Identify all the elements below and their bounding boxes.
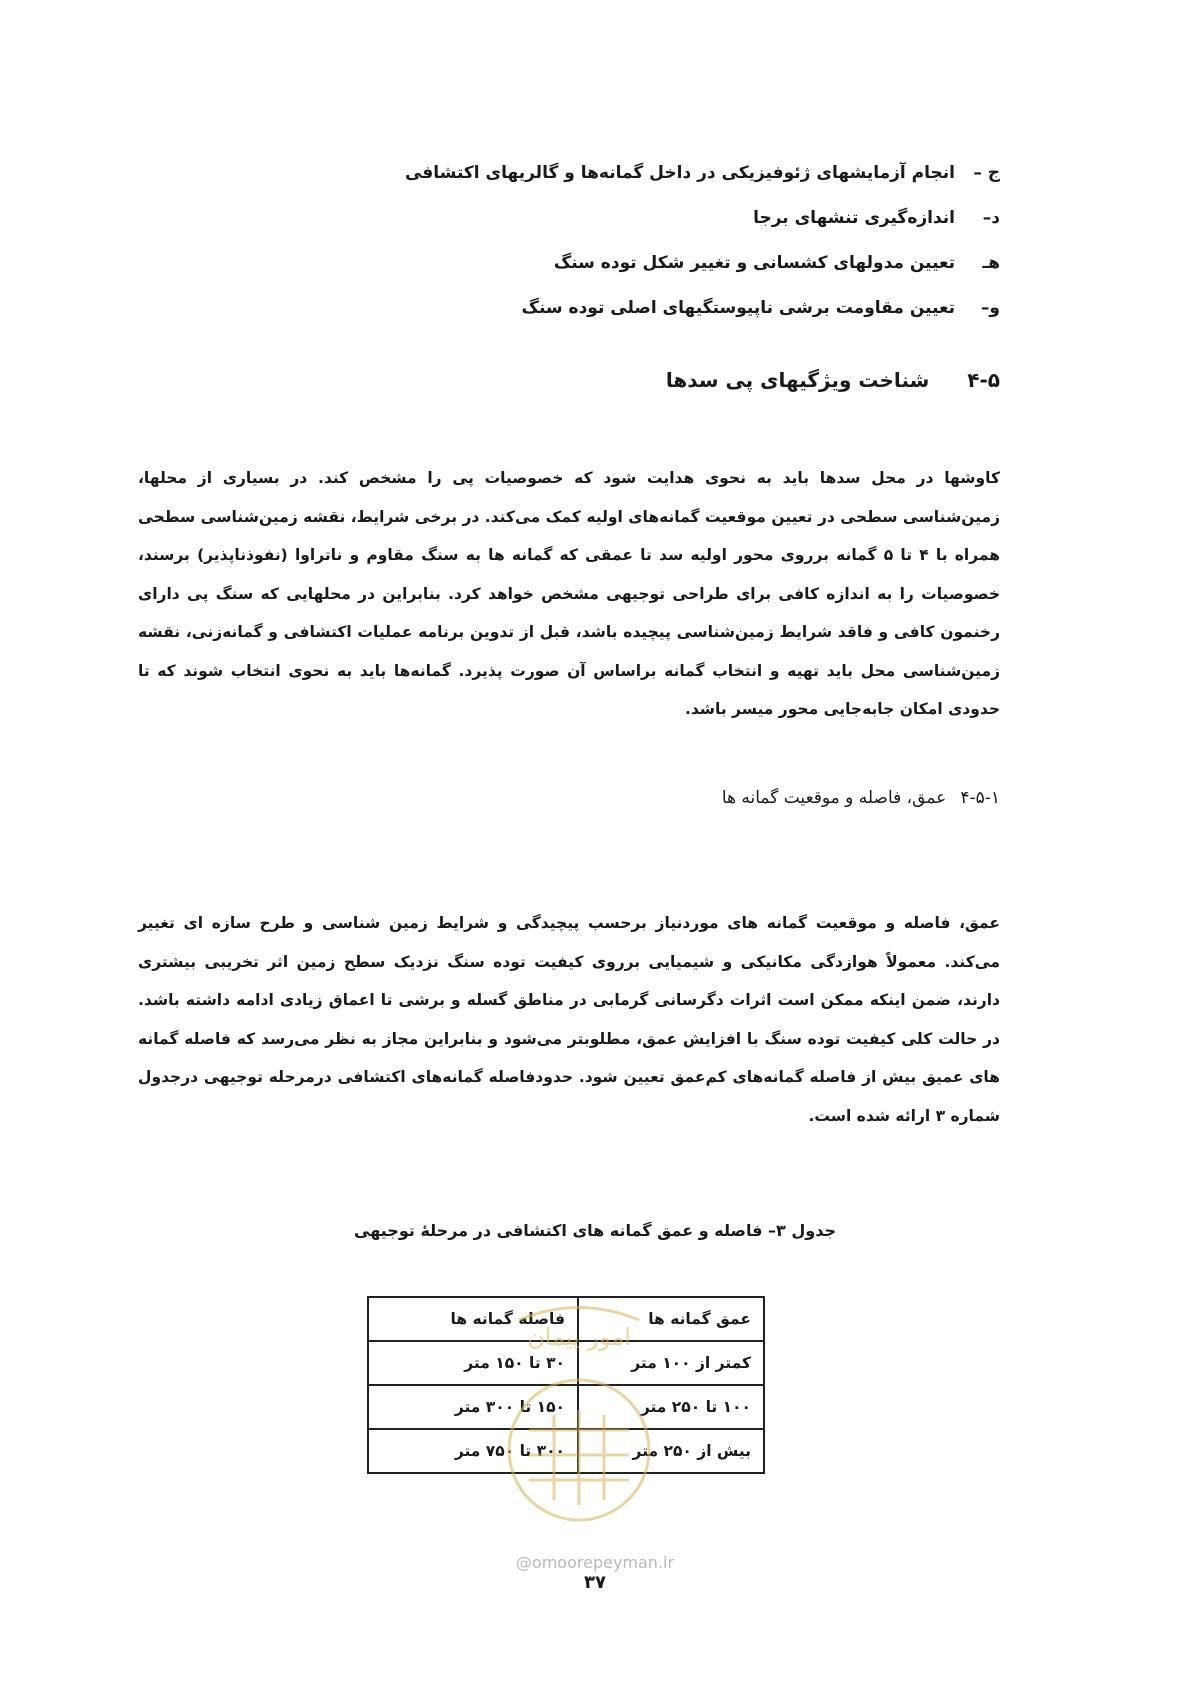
- list-marker: ج –: [973, 162, 1000, 183]
- bullet-list: [180, 150, 1000, 330]
- table-cell: کمتر از ۱۰۰ متر: [578, 1341, 764, 1385]
- table-caption: جدول ۳– فاصله و عمق گمانه های اکتشافی در مرحلهٔ توجیهی: [354, 1221, 836, 1240]
- paragraph: عمق، فاصله و موقعیت گمانه های موردنیاز برحسب پیچیدگی و شرایط زمین شناسی و طرح سازه ای تغییر می‌کند. معمولاً هوازدگی مکانیکی و شیمیایی برروی کیفیت توده سنگ نزدیک سطح زمین اثر تخریبی بیشتری دارند، ضمن اینکه ممکن است اثرات دگرسانی گرمابی در مناطق گسله و برشی تا اعماق زیادی ادامه داشته باشد. در حالت کلی کیفیت توده سنگ با افزایش عمق، مطلوبتر می‌شود و بنابراین مجاز به نظر می‌رسد که فاصله گمانه های عمیق بیش از فاصله گمانه‌های کم‌عمق تعیین شود. حدودفاصله گمانه‌های اکتشافی درمرحله توجیهی درجدول شماره ۳ ارائه شده است.: [138, 914, 1000, 1125]
- table-cell: بیش از ۲۵۰ متر: [578, 1429, 764, 1473]
- watermark-url: @omoorepeyman.ir: [515, 1553, 675, 1572]
- list-item: [180, 195, 1000, 240]
- list-item: [180, 285, 1000, 330]
- list-text: تعیین مقاومت برشی ناپیوستگیهای اصلی توده سنگ: [521, 297, 955, 318]
- list-marker: هـ: [982, 252, 1000, 273]
- list-text: انجام آزمایشهای ژئوفیزیکی در داخل گمانه‌ها و گالریهای اکتشافی: [404, 162, 955, 183]
- table-header-cell: فاصله گمانه ها: [368, 1297, 578, 1341]
- table-cell: ۳۰۰ تا ۷۵۰ متر: [368, 1429, 578, 1473]
- subsection-number: ۴-۵-۱: [960, 788, 1000, 808]
- list-item: [180, 150, 1000, 195]
- table-header-cell: عمق گمانه ها: [578, 1297, 764, 1341]
- watermark-logo-text: امور پیمان: [527, 1323, 631, 1351]
- table-row: [368, 1429, 764, 1473]
- page-number: ۳۷: [584, 1572, 606, 1593]
- section-title: شناخت ویژگیهای پی سدها: [665, 368, 930, 392]
- subsection-heading: [722, 788, 1000, 808]
- section-number: ۴-۵: [967, 368, 1000, 392]
- borehole-table: [367, 1296, 765, 1474]
- table-cell: ۳۰ تا ۱۵۰ متر: [368, 1341, 578, 1385]
- subsection-title: عمق، فاصله و موقعیت گمانه ها: [721, 788, 947, 808]
- list-item: [180, 240, 1000, 285]
- table-row: [368, 1385, 764, 1429]
- table-row: [368, 1341, 764, 1385]
- list-marker: د–: [982, 207, 1000, 228]
- table-cell: ۱۰۰ تا ۲۵۰ متر: [578, 1385, 764, 1429]
- list-text: تعیین مدولهای کشسانی و تغییر شکل توده سنگ: [553, 252, 955, 273]
- section-heading: [666, 368, 1000, 392]
- list-marker: و–: [980, 297, 1000, 318]
- table-cell: ۱۵۰ تا ۳۰۰ متر: [368, 1385, 578, 1429]
- paragraph: کاوشها در محل سدها باید به نحوی هدایت شود که خصوصیات پی را مشخص کند. در بسیاری از محلها، زمین‌شناسی سطحی در تعیین موقعیت گمانه‌های اولیه کمک می‌کند. در برخی شرایط، نقشه زمین‌شناسی سطحی همراه با ۴ تا ۵ گمانه برروی محور اولیه سد تا عمقی که گمانه ها به سنگ مقاوم و ناتراوا (نفوذناپذیر) برسند، خصوصیات را به اندازه کافی برای طراحی توجیهی مشخص خواهد کرد. بنابراین در محلهایی که سنگ پی دارای رخنمون کافی و فاقد شرایط زمین‌شناسی پیچیده باشد، قبل از تدوین برنامه عملیات اکتشافی و گمانه‌زنی، نقشه زمین‌شناسی محل باید تهیه و انتخاب گمانه براساس آن صورت پذیرد. گمانه‌ها باید به نحوی انتخاب شوند که تا حدودی امکان جابه‌جایی محور میسر باشد.: [138, 469, 1000, 718]
- table-container: [367, 1296, 765, 1474]
- list-text: اندازه‌گیری تنشهای برجا: [753, 207, 955, 228]
- table-header-row: [368, 1297, 764, 1341]
